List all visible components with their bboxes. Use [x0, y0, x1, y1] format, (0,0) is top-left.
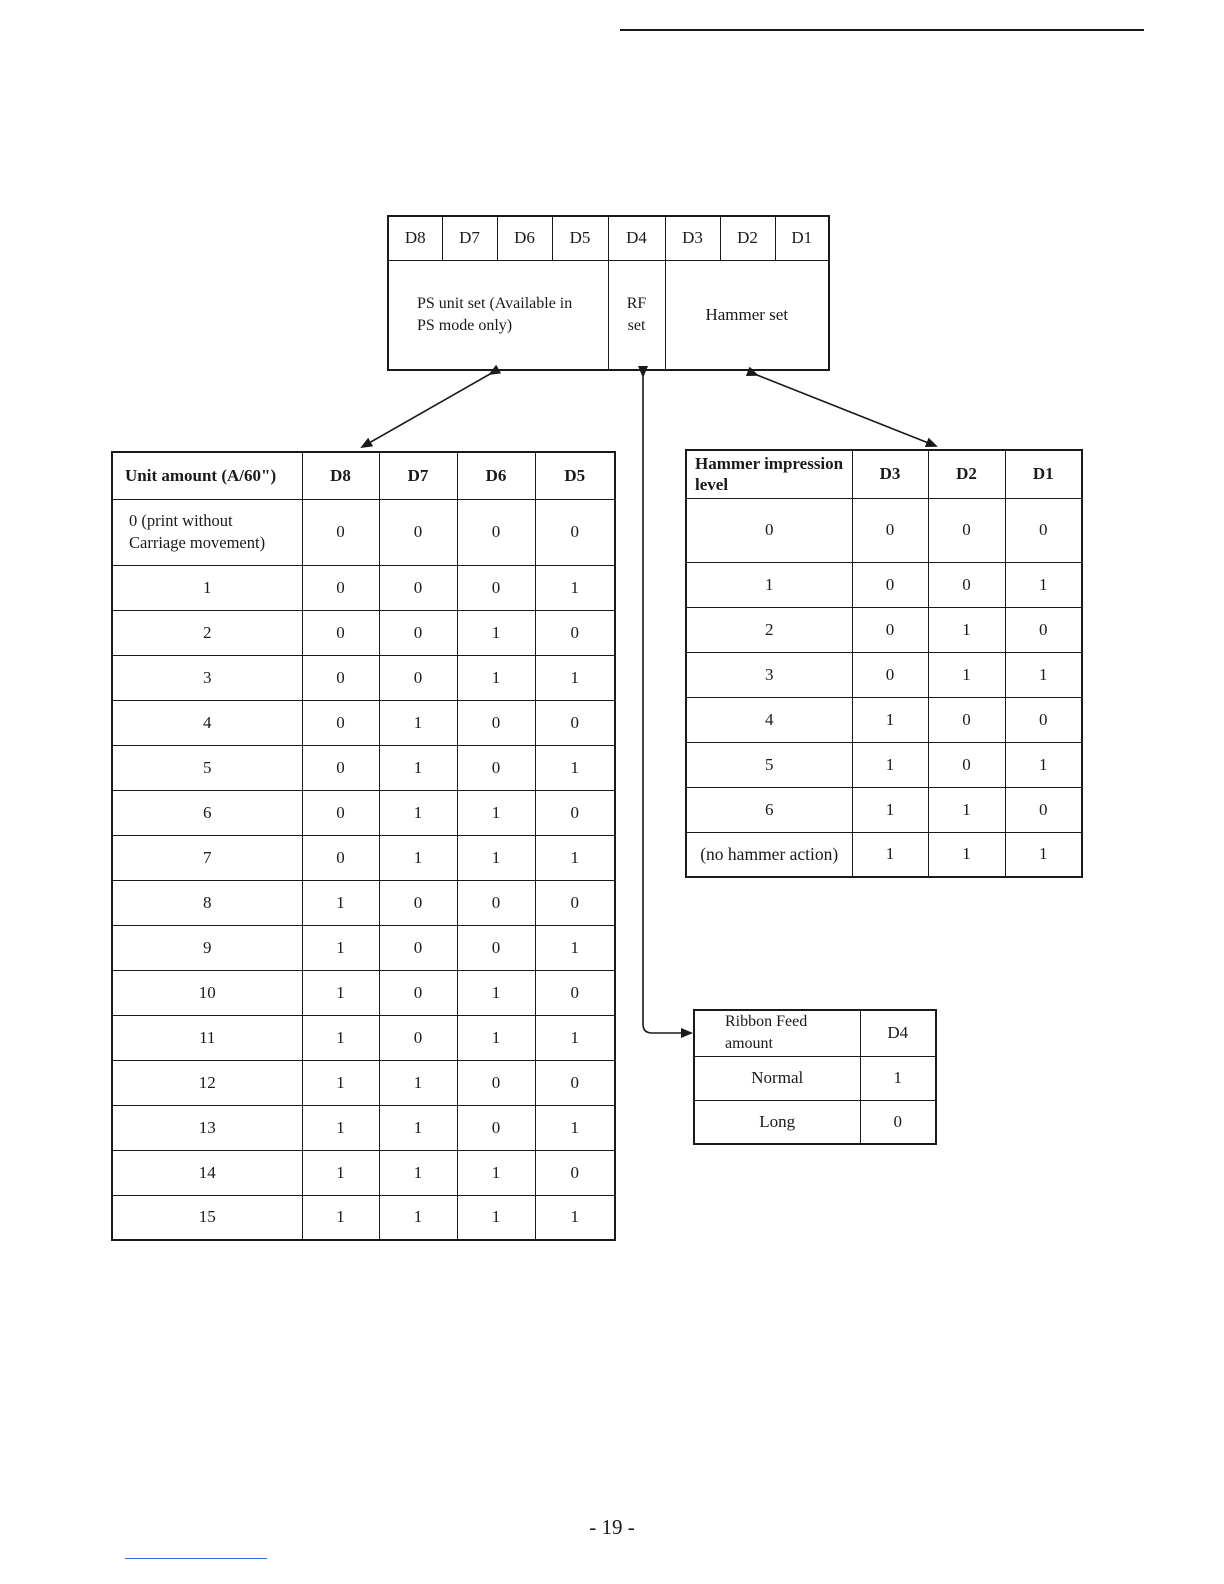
register-bit: D6 [497, 216, 552, 260]
bit-value: 0 [457, 499, 535, 565]
column-header: D5 [535, 452, 615, 499]
ribbon-table-body [694, 1056, 936, 1144]
column-header: D2 [928, 450, 1005, 498]
row-label: Long [694, 1100, 860, 1144]
unit-amount-header: Unit amount (A/60") [112, 452, 302, 499]
unit-amount-table [111, 451, 616, 1241]
row-label: 4 [112, 700, 302, 745]
table-row [686, 498, 1082, 562]
table-row [694, 1100, 936, 1144]
row-label: (no hammer action) [686, 832, 852, 877]
bit-value: 0 [1005, 607, 1082, 652]
register-bit: D7 [442, 216, 497, 260]
row-label: 1 [112, 565, 302, 610]
ribbon-feed-header: Ribbon Feed amount [694, 1010, 860, 1056]
bit-value: 0 [535, 790, 615, 835]
bit-value: 0 [302, 700, 379, 745]
table-row [686, 607, 1082, 652]
bit-value: 0 [302, 835, 379, 880]
register-bit: D2 [720, 216, 775, 260]
arrow-ps-to-unit-table [362, 374, 490, 447]
row-label: 0 [686, 498, 852, 562]
table-row [112, 610, 615, 655]
bit-value: 0 [535, 970, 615, 1015]
bit-value: 1 [852, 832, 928, 877]
table-row [112, 1195, 615, 1240]
row-label: 4 [686, 697, 852, 742]
table-row [112, 565, 615, 610]
bit-value: 1 [928, 787, 1005, 832]
bit-value: 1 [302, 880, 379, 925]
bit-value: 0 [379, 610, 457, 655]
table-row [686, 832, 1082, 877]
row-label: 12 [112, 1060, 302, 1105]
row-label: 3 [686, 652, 852, 697]
bit-value: 1 [535, 835, 615, 880]
bit-value: 1 [535, 1195, 615, 1240]
bit-value: 1 [457, 1195, 535, 1240]
register-bit: D8 [388, 216, 442, 260]
bit-value: 1 [1005, 652, 1082, 697]
bit-value: 0 [1005, 498, 1082, 562]
bit-value: 1 [302, 1195, 379, 1240]
table-row [112, 499, 615, 565]
row-label: 5 [686, 742, 852, 787]
bit-value: 1 [535, 1015, 615, 1060]
bit-value: 0 [379, 880, 457, 925]
bit-value: 0 [379, 499, 457, 565]
bit-value: 0 [379, 970, 457, 1015]
row-label: 6 [686, 787, 852, 832]
bit-value: 0 [302, 499, 379, 565]
register-bit: D5 [552, 216, 608, 260]
column-header: D1 [1005, 450, 1082, 498]
column-header: D3 [852, 450, 928, 498]
bit-value: 0 [535, 700, 615, 745]
bit-value: 1 [535, 565, 615, 610]
table-row [686, 697, 1082, 742]
bit-value: 0 [535, 1060, 615, 1105]
bit-value: 0 [379, 565, 457, 610]
table-row [112, 745, 615, 790]
table-row [112, 1105, 615, 1150]
bit-value: 1 [860, 1056, 936, 1100]
hammer-impression-table [685, 449, 1083, 878]
bit-value: 1 [457, 1015, 535, 1060]
column-header: D7 [379, 452, 457, 499]
table-row [112, 1015, 615, 1060]
row-label: 5 [112, 745, 302, 790]
bit-value: 0 [852, 607, 928, 652]
row-label: 2 [686, 607, 852, 652]
bit-value: 1 [379, 745, 457, 790]
bit-value: 0 [928, 697, 1005, 742]
table-row [112, 700, 615, 745]
table-row [112, 970, 615, 1015]
bit-value: 0 [302, 745, 379, 790]
bit-value: 0 [928, 498, 1005, 562]
row-label: 6 [112, 790, 302, 835]
bit-value: 1 [302, 970, 379, 1015]
bit-value: 1 [379, 1150, 457, 1195]
bit-value: 1 [852, 787, 928, 832]
bit-value: 0 [457, 565, 535, 610]
rf-set-field: RF set [608, 260, 665, 370]
bit-value: 0 [852, 652, 928, 697]
row-label: 1 [686, 562, 852, 607]
bottom-rule [125, 1558, 267, 1559]
bit-value: 0 [302, 610, 379, 655]
bit-value: 0 [928, 562, 1005, 607]
table-row [686, 652, 1082, 697]
bit-value: 1 [535, 655, 615, 700]
bit-value: 1 [379, 1195, 457, 1240]
bit-value: 1 [302, 1060, 379, 1105]
bit-value: 0 [535, 499, 615, 565]
table-row [112, 835, 615, 880]
bit-value: 1 [379, 790, 457, 835]
table-row [686, 787, 1082, 832]
bit-value: 1 [535, 925, 615, 970]
bit-value: 0 [535, 610, 615, 655]
bit-value: 1 [1005, 742, 1082, 787]
bit-value: 1 [928, 607, 1005, 652]
column-header: D6 [457, 452, 535, 499]
arrow-hammer-to-hammer-table [757, 375, 936, 446]
bit-value: 0 [457, 700, 535, 745]
ps-unit-set-field: PS unit set (Available in PS mode only) [388, 260, 608, 370]
bit-value: 1 [302, 1015, 379, 1060]
bit-value: 0 [379, 1015, 457, 1060]
register-bit: D3 [665, 216, 720, 260]
bit-value: 1 [928, 652, 1005, 697]
bit-value: 1 [535, 745, 615, 790]
row-label: Normal [694, 1056, 860, 1100]
bit-value: 1 [457, 1150, 535, 1195]
bit-value: 1 [379, 835, 457, 880]
bit-value: 1 [1005, 562, 1082, 607]
bit-value: 1 [457, 610, 535, 655]
bit-value: 1 [379, 1060, 457, 1105]
table-row [112, 925, 615, 970]
register-bit: D4 [608, 216, 665, 260]
bit-value: 1 [928, 832, 1005, 877]
bit-value: 1 [1005, 832, 1082, 877]
ribbon-table-header [694, 1010, 936, 1056]
bit-value: 0 [379, 925, 457, 970]
row-label: 7 [112, 835, 302, 880]
bit-value: 0 [1005, 697, 1082, 742]
table-row [112, 1150, 615, 1195]
bit-value: 0 [457, 925, 535, 970]
bit-value: 0 [302, 655, 379, 700]
table-row [112, 1060, 615, 1105]
bit-value: 1 [302, 925, 379, 970]
table-row [112, 880, 615, 925]
bit-value: 1 [302, 1150, 379, 1195]
unit-table-body [112, 499, 615, 1240]
row-label: 11 [112, 1015, 302, 1060]
bit-value: 0 [457, 1060, 535, 1105]
bit-value: 1 [457, 790, 535, 835]
bit-value: 0 [379, 655, 457, 700]
table-row [686, 742, 1082, 787]
row-label: 3 [112, 655, 302, 700]
bit-value: 1 [852, 697, 928, 742]
bit-value: 1 [535, 1105, 615, 1150]
bit-value: 1 [457, 655, 535, 700]
bit-value: 0 [852, 562, 928, 607]
table-row [112, 790, 615, 835]
table-row [686, 562, 1082, 607]
table-row [694, 1056, 936, 1100]
bit-value: 0 [535, 1150, 615, 1195]
page-number: - 19 - [589, 1515, 635, 1539]
row-label: 9 [112, 925, 302, 970]
bit-value: 1 [379, 700, 457, 745]
row-label: 10 [112, 970, 302, 1015]
hammer-set-field: Hammer set [665, 260, 829, 370]
row-label: 0 (print without Carriage movement) [112, 499, 302, 565]
arrow-rf-to-ribbon-table [643, 376, 691, 1033]
row-label: 13 [112, 1105, 302, 1150]
bit-value: 1 [379, 1105, 457, 1150]
bit-value: 1 [457, 970, 535, 1015]
row-label: 2 [112, 610, 302, 655]
row-label: 14 [112, 1150, 302, 1195]
bit-value: 0 [457, 880, 535, 925]
row-label: 15 [112, 1195, 302, 1240]
bit-value: 0 [860, 1100, 936, 1144]
bit-value: 1 [852, 742, 928, 787]
bit-value: 0 [928, 742, 1005, 787]
column-header: D4 [860, 1010, 936, 1056]
ribbon-feed-table [693, 1009, 937, 1145]
bit-value: 0 [302, 565, 379, 610]
column-header: D8 [302, 452, 379, 499]
bit-value: 0 [1005, 787, 1082, 832]
bit-value: 1 [302, 1105, 379, 1150]
unit-table-header [112, 452, 615, 499]
bit-value: 1 [457, 835, 535, 880]
table-row [112, 655, 615, 700]
bit-value: 0 [302, 790, 379, 835]
register-bit: D1 [775, 216, 829, 260]
bit-value: 0 [535, 880, 615, 925]
row-label: 8 [112, 880, 302, 925]
bit-value: 0 [457, 1105, 535, 1150]
hammer-level-header: Hammer impression level [686, 450, 852, 498]
hammer-table-body [686, 498, 1082, 877]
hammer-table-header [686, 450, 1082, 498]
bit-value: 0 [852, 498, 928, 562]
bit-value: 0 [457, 745, 535, 790]
